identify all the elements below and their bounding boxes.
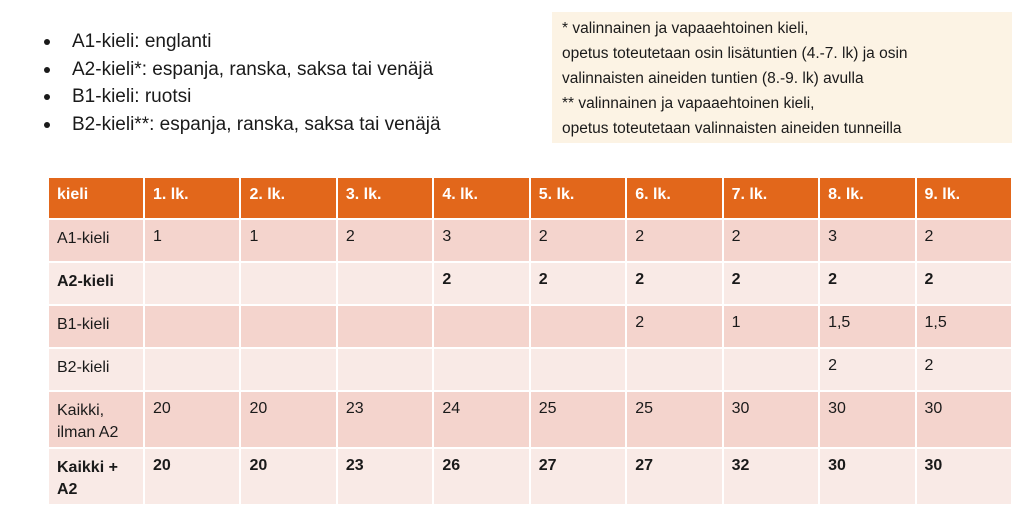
table-cell: 1,5 — [819, 305, 915, 348]
bullet-dot-icon — [44, 67, 50, 73]
table-row — [48, 391, 1012, 448]
table-cell: 20 — [240, 448, 336, 505]
table-cell — [433, 348, 529, 391]
bullet-dot-icon — [44, 94, 50, 100]
footnote-line: ** valinnainen ja vapaaehtoinen kieli, — [562, 95, 815, 112]
table-cell: 1,5 — [916, 305, 1013, 348]
table-cell — [240, 305, 336, 348]
table-cell: 3 — [819, 219, 915, 262]
table-cell: A2-kieli — [48, 262, 144, 305]
table-cell: 2 — [916, 348, 1013, 391]
table-cell: 1 — [240, 219, 336, 262]
footnote-line: valinnaisten aineiden tuntien (8.-9. lk) avulla — [562, 70, 864, 87]
table-cell: B1-kieli — [48, 305, 144, 348]
table-cell: 3 — [433, 219, 529, 262]
table-cell: 1 — [144, 219, 240, 262]
table-cell: 24 — [433, 391, 529, 448]
table-cell: 20 — [144, 391, 240, 448]
table-row — [48, 262, 1012, 305]
table-cell: 30 — [819, 391, 915, 448]
header-cell: 5. lk. — [530, 177, 626, 219]
bullet-dot-icon — [44, 122, 50, 128]
table-cell: 2 — [530, 219, 626, 262]
table-row — [48, 219, 1012, 262]
table-cell: 26 — [433, 448, 529, 505]
table-cell — [337, 262, 433, 305]
footnote-line: opetus toteutetaan valinnaisten aineiden tunneilla — [562, 120, 902, 137]
table-header-row — [48, 177, 1012, 219]
table-cell: 27 — [626, 448, 722, 505]
table-cell: Kaikki, ilman A2 — [48, 391, 144, 448]
table-cell — [337, 305, 433, 348]
header-cell: 9. lk. — [916, 177, 1013, 219]
table-cell: 23 — [337, 391, 433, 448]
table-row — [48, 348, 1012, 391]
table-cell: 2 — [819, 348, 915, 391]
table-cell — [144, 262, 240, 305]
table-cell — [240, 348, 336, 391]
table-cell — [144, 305, 240, 348]
language-bullet-list — [42, 28, 441, 138]
table-cell: 30 — [916, 448, 1013, 505]
table-cell: 2 — [626, 262, 722, 305]
table-cell: 30 — [819, 448, 915, 505]
table-cell: 2 — [337, 219, 433, 262]
table-cell: Kaikki + A2 — [48, 448, 144, 505]
table-cell — [530, 348, 626, 391]
table-cell — [337, 348, 433, 391]
header-cell: 2. lk. — [240, 177, 336, 219]
table-cell: 2 — [626, 305, 722, 348]
bullet-text: B1-kieli: ruotsi — [72, 86, 192, 107]
header-cell: 1. lk. — [144, 177, 240, 219]
table-cell: B2-kieli — [48, 348, 144, 391]
header-cell: 4. lk. — [433, 177, 529, 219]
table-cell: 30 — [916, 391, 1013, 448]
table-cell: 20 — [144, 448, 240, 505]
table-cell — [433, 305, 529, 348]
header-cell: 6. lk. — [626, 177, 722, 219]
table-cell: 2 — [819, 262, 915, 305]
language-hours-table — [47, 176, 1013, 506]
table-cell: 25 — [530, 391, 626, 448]
bullet-text: A2-kieli*: espanja, ranska, saksa tai venäjä — [72, 58, 434, 80]
table-cell: 25 — [626, 391, 722, 448]
table-cell: 1 — [723, 305, 819, 348]
bullet-item — [42, 111, 441, 139]
table-cell: 2 — [626, 219, 722, 262]
bullet-item — [42, 56, 441, 84]
table-cell: 2 — [433, 262, 529, 305]
table-cell: 27 — [530, 448, 626, 505]
table-cell — [530, 305, 626, 348]
footnote-line: opetus toteutetaan osin lisätuntien (4.-7. lk) ja osin — [562, 45, 908, 62]
table-cell: 2 — [916, 219, 1013, 262]
bullet-item — [42, 83, 441, 111]
table-row — [48, 448, 1012, 505]
footnote-line: * valinnainen ja vapaaehtoinen kieli, — [562, 20, 809, 37]
table-cell: 2 — [530, 262, 626, 305]
header-cell: 7. lk. — [723, 177, 819, 219]
table-cell: 20 — [240, 391, 336, 448]
table-cell: 23 — [337, 448, 433, 505]
table-cell: 32 — [723, 448, 819, 505]
table-cell — [723, 348, 819, 391]
header-cell: kieli — [48, 177, 144, 219]
table-cell: A1-kieli — [48, 219, 144, 262]
bullet-text: A1-kieli: englanti — [72, 31, 212, 52]
table-cell: 2 — [916, 262, 1013, 305]
bullet-text: B2-kieli**: espanja, ranska, saksa tai venäjä — [72, 113, 441, 135]
header-cell: 8. lk. — [819, 177, 915, 219]
table-cell: 2 — [723, 219, 819, 262]
table-cell: 30 — [723, 391, 819, 448]
bullet-dot-icon — [44, 39, 50, 45]
table-cell — [240, 262, 336, 305]
table-row — [48, 305, 1012, 348]
bullet-item — [42, 28, 441, 56]
table-cell — [626, 348, 722, 391]
table-cell — [144, 348, 240, 391]
header-cell: 3. lk. — [337, 177, 433, 219]
footnote-box — [552, 12, 1012, 143]
table-cell: 2 — [723, 262, 819, 305]
